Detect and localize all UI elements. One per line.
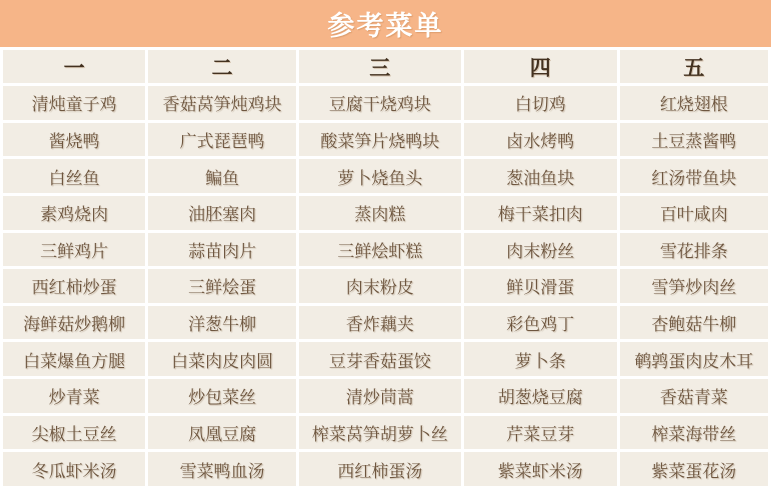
dish-cell: 西红柿蛋汤: [299, 452, 461, 486]
dish-cell: 红烧翅根: [620, 86, 768, 120]
dish-cell: 雪花排条: [620, 233, 768, 267]
dish-cell: 香炸藕夹: [299, 306, 461, 340]
menu-row: [3, 452, 768, 486]
dish-cell: 清炒茼蒿: [299, 379, 461, 413]
menu-row: [3, 269, 768, 303]
column-header-row: [3, 50, 768, 83]
column-header-day-3: 三: [299, 50, 461, 83]
dish-cell: 广式琵琶鸭: [148, 123, 296, 157]
dish-cell: 紫菜虾米汤: [464, 452, 617, 486]
menu-row: [3, 416, 768, 450]
dish-cell: 豆芽香菇蛋饺: [299, 342, 461, 376]
dish-cell: 雪菜鸭血汤: [148, 452, 296, 486]
dish-cell: 凤凰豆腐: [148, 416, 296, 450]
dish-cell: 素鸡烧肉: [3, 196, 145, 230]
dish-cell: 洋葱牛柳: [148, 306, 296, 340]
dish-cell: 红汤带鱼块: [620, 159, 768, 193]
dish-cell: 杏鲍菇牛柳: [620, 306, 768, 340]
dish-cell: 卤水烤鸭: [464, 123, 617, 157]
menu-row: [3, 233, 768, 267]
dish-cell: 榨菜海带丝: [620, 416, 768, 450]
dish-cell: 蒜苗肉片: [148, 233, 296, 267]
dish-cell: 土豆蒸酱鸭: [620, 123, 768, 157]
dish-cell: 尖椒土豆丝: [3, 416, 145, 450]
dish-cell: 白菜肉皮肉圆: [148, 342, 296, 376]
menu-row: [3, 306, 768, 340]
menu-row: [3, 159, 768, 193]
dish-cell: 紫菜蛋花汤: [620, 452, 768, 486]
dish-cell: 鲜贝滑蛋: [464, 269, 617, 303]
dish-cell: 酱烧鸭: [3, 123, 145, 157]
dish-cell: 清炖童子鸡: [3, 86, 145, 120]
dish-cell: 芹菜豆芽: [464, 416, 617, 450]
dish-cell: 香菇青菜: [620, 379, 768, 413]
dish-cell: 香菇莴笋炖鸡块: [148, 86, 296, 120]
dish-cell: 梅干菜扣肉: [464, 196, 617, 230]
column-header-day-1: 一: [3, 50, 145, 83]
menu-row: [3, 196, 768, 230]
dish-cell: 豆腐干烧鸡块: [299, 86, 461, 120]
dish-cell: 鹌鹑蛋肉皮木耳: [620, 342, 768, 376]
dish-cell: 鳊鱼: [148, 159, 296, 193]
dish-cell: 油胚塞肉: [148, 196, 296, 230]
dish-cell: 肉末粉皮: [299, 269, 461, 303]
dish-cell: 胡葱烧豆腐: [464, 379, 617, 413]
dish-cell: 榨菜莴笋胡萝卜丝: [299, 416, 461, 450]
column-header-day-2: 二: [148, 50, 296, 83]
menu-row: [3, 86, 768, 120]
dish-cell: 炒青菜: [3, 379, 145, 413]
column-header-day-4: 四: [464, 50, 617, 83]
dish-cell: 冬瓜虾米汤: [3, 452, 145, 486]
dish-cell: 白切鸡: [464, 86, 617, 120]
dish-cell: 萝卜烧鱼头: [299, 159, 461, 193]
dish-cell: 肉末粉丝: [464, 233, 617, 267]
dish-cell: 海鲜菇炒鹅柳: [3, 306, 145, 340]
dish-cell: 三鲜鸡片: [3, 233, 145, 267]
menu-row: [3, 342, 768, 376]
dish-cell: 百叶咸肉: [620, 196, 768, 230]
dish-cell: 萝卜条: [464, 342, 617, 376]
column-header-day-5: 五: [620, 50, 768, 83]
dish-cell: 雪笋炒肉丝: [620, 269, 768, 303]
page-title: 参考菜单: [327, 11, 444, 42]
dish-cell: 白菜爆鱼方腿: [3, 342, 145, 376]
dish-cell: 西红柿炒蛋: [3, 269, 145, 303]
table-title-bar: [0, 0, 771, 47]
menu-row: [3, 379, 768, 413]
dish-cell: 蒸肉糕: [299, 196, 461, 230]
menu-row: [3, 123, 768, 157]
dish-cell: 炒包菜丝: [148, 379, 296, 413]
menu-table: [0, 47, 771, 489]
dish-cell: 三鲜烩蛋: [148, 269, 296, 303]
dish-cell: 酸菜笋片烧鸭块: [299, 123, 461, 157]
dish-cell: 白丝鱼: [3, 159, 145, 193]
dish-cell: 三鲜烩虾糕: [299, 233, 461, 267]
dish-cell: 彩色鸡丁: [464, 306, 617, 340]
dish-cell: 葱油鱼块: [464, 159, 617, 193]
